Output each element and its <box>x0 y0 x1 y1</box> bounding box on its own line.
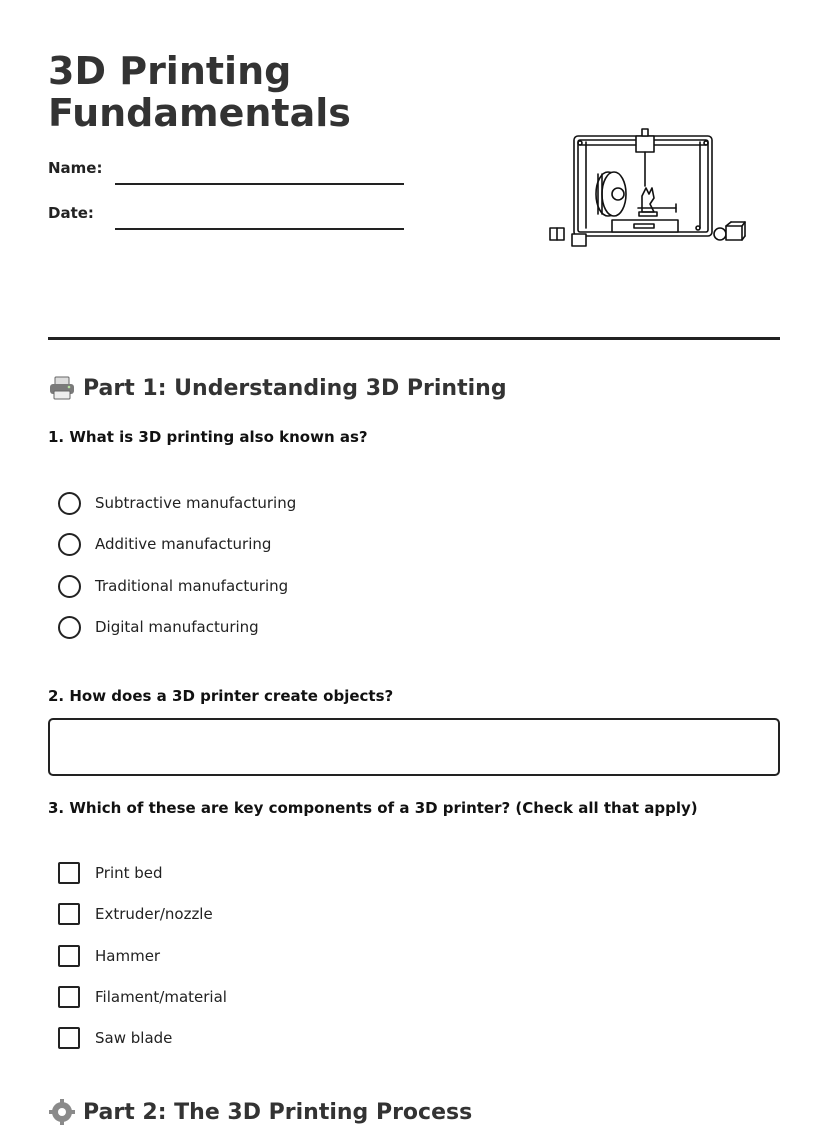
q1-option-traditional[interactable] <box>58 573 288 599</box>
checkbox[interactable] <box>58 945 80 967</box>
part1-title: Part 1: Understanding 3D Printing <box>83 375 507 401</box>
printer-icon <box>48 374 76 402</box>
q3-option-print-bed[interactable] <box>58 860 163 886</box>
checkbox[interactable] <box>58 862 80 884</box>
q1-option-subtractive[interactable] <box>58 490 296 516</box>
date-label: Date: <box>48 204 94 222</box>
part2-heading <box>48 1098 472 1126</box>
q1-option-label: Subtractive manufacturing <box>95 494 297 512</box>
date-field[interactable] <box>115 204 404 230</box>
q1-option-label: Traditional manufacturing <box>95 577 289 595</box>
part1-heading <box>48 374 507 402</box>
q3-option-label: Filament/material <box>95 988 227 1006</box>
name-field[interactable] <box>115 159 404 185</box>
3d-printer-illustration <box>548 124 748 250</box>
section-divider <box>48 337 780 340</box>
q3-option-filament[interactable] <box>58 984 227 1010</box>
gear-icon <box>48 1098 76 1126</box>
q2-answer-box[interactable] <box>48 718 780 776</box>
q1-option-digital[interactable] <box>58 614 259 640</box>
q3-option-label: Extruder/nozzle <box>95 905 213 923</box>
radio-button[interactable] <box>58 616 81 639</box>
worksheet-title: 3D Printing Fundamentals <box>48 49 351 135</box>
q3-option-saw-blade[interactable] <box>58 1025 172 1051</box>
question-3: 3. Which of these are key components of a 3D printer? (Check all that apply) <box>48 799 698 817</box>
checkbox[interactable] <box>58 903 80 925</box>
q1-option-additive[interactable] <box>58 531 271 557</box>
radio-button[interactable] <box>58 575 81 598</box>
part2-title: Part 2: The 3D Printing Process <box>83 1099 473 1125</box>
radio-button[interactable] <box>58 533 81 556</box>
q1-option-label: Additive manufacturing <box>95 535 272 553</box>
question-1: 1. What is 3D printing also known as? <box>48 428 368 446</box>
radio-button[interactable] <box>58 492 81 515</box>
name-label: Name: <box>48 159 103 177</box>
q3-option-label: Saw blade <box>95 1029 173 1047</box>
q3-option-extruder[interactable] <box>58 901 213 927</box>
worksheet-page <box>48 0 780 1125</box>
checkbox[interactable] <box>58 986 80 1008</box>
q3-option-label: Hammer <box>95 947 161 965</box>
q1-option-label: Digital manufacturing <box>95 618 259 636</box>
question-2: 2. How does a 3D printer create objects? <box>48 687 394 705</box>
q3-option-label: Print bed <box>95 864 163 882</box>
checkbox[interactable] <box>58 1027 80 1049</box>
q3-option-hammer[interactable] <box>58 943 160 969</box>
